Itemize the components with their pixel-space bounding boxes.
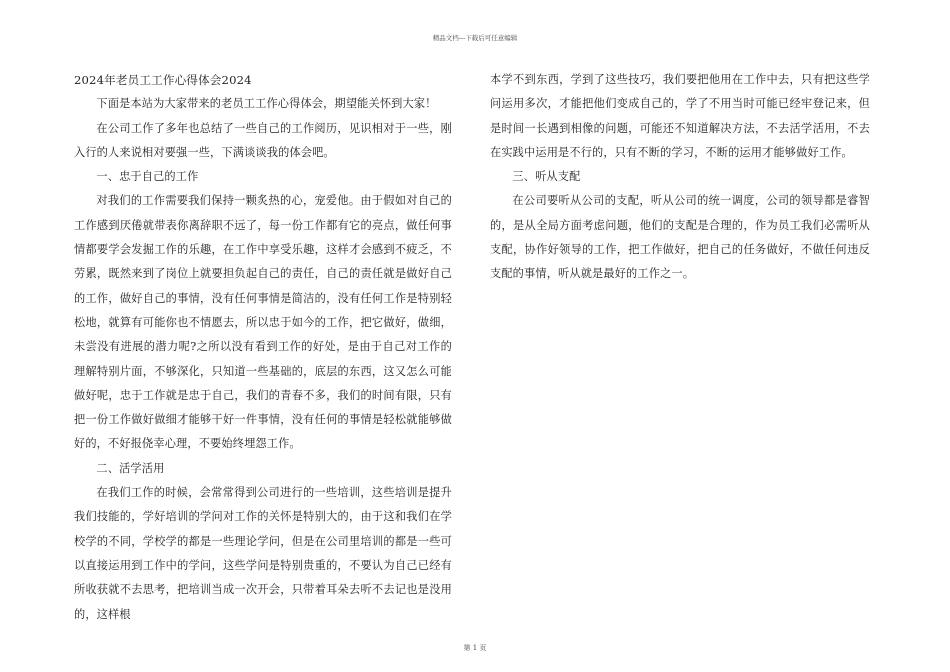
section-heading-1: 一、忠于自己的工作	[96, 170, 199, 184]
section-2-continuation: 本学不到东西，学到了这些技巧，我们要把他用在工作中去，只有把这些学问运用多次，才能把他们变成自己的，学了不用当时可能已经牢登记来，但是时间一长遇到相像的问题，可能还不知道解决方法，不去活学活用，不去在实践中运用是不行的，只有不断的学习，不断的运用才能够做好工作。	[490, 73, 870, 159]
section-heading-3: 三、听从支配	[512, 170, 581, 184]
context-paragraph: 在公司工作了多年也总结了一些自己的工作阅历，见识相对于一些，刚入行的人来说相对要强一些，下满谈谈我的体会吧。	[74, 121, 452, 159]
page-footer: 第 1 页	[463, 644, 487, 652]
section-2-paragraph: 在我们工作的时候，会常常得到公司进行的一些培训，这些培训是提升我们技能的，学好培训的学问对工作的关怀是特别大的，由于这和我们在学校学的不同，学校学的都是一些理论学问，但是在公司里培训的都是一些可以直接运用到工作中的学问，这些学问是特别贵重的，不要认为自己已经有所收获就不去思考，把培训当成一次开会，只带着耳朵去听不去记也是没用的，这样根	[74, 486, 452, 621]
left-column	[74, 68, 452, 627]
page-header: 精品文档---下载后可任意编辑	[432, 34, 518, 42]
intro-paragraph: 下面是本站为大家带来的老员工工作心得体会，期望能关怀到大家！	[96, 97, 437, 111]
section-3-paragraph: 在公司要听从公司的支配，听从公司的统一调度，公司的领导都是睿智的，是从全局方面考虑问题，他们的支配是合理的，作为员工我们必需听从支配，协作好领导的工作，把工作做好，把自己的任务做好，不做任何违反支配的事情，听从就是最好的工作之一。	[490, 194, 870, 281]
section-1-paragraph: 对我们的工作需要我们保持一颗炙热的心，宠爱他。由于假如对自己的工作感到厌倦就带表你离辞职不远了，每一份工作都有它的亮点，做任何事情都要学会发掘工作的乐趣，在工作中享受乐趣，这样才会感到不疲乏，不劳累，既然来到了岗位上就要担负起自己的责任，自己的责任就是做好自己的工作，做好自己的事情，没有任何事情是简洁的，没有任何工作是特别轻松地，就算有可能你也不情愿去，所以忠于如今的工作，把它做好，做细，未尝没有进展的潜力呢?之所以没有看到工作的好处，是由于自己对工作的理解特别片面，不够深化，只知道一些基础的，底层的东西，这又怎么可能做好呢，忠于工作就是忠于自己，我们的青春不多，我们的时间有限，只有把一份工作做好做细才能够干好一件事情，没有任何的事情是轻松就能够做好的，不好报侥幸心理，不要始终埋怨工作。	[74, 194, 452, 451]
section-heading-2: 二、活学活用	[96, 461, 165, 475]
document-title: 2024年老员工工作心得体会2024	[74, 73, 252, 87]
right-column	[490, 68, 870, 287]
